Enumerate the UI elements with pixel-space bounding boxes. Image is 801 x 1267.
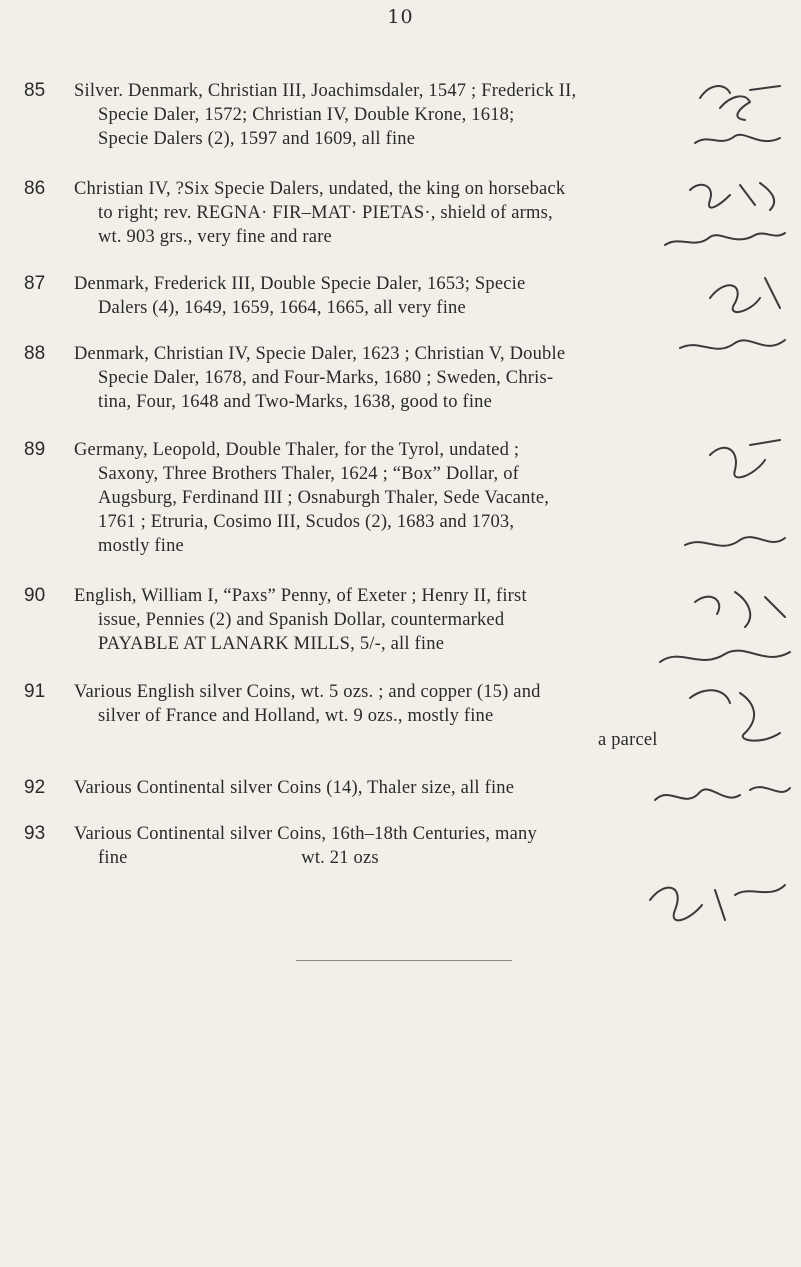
lot-number: 89 [24, 439, 46, 460]
lot-line: Silver. Denmark, Christian III, Joachimsdaler, 1547 ; Frederick II, [74, 81, 577, 101]
lot-line: Denmark, Christian IV, Specie Daler, 1623 ; Christian V, Double [74, 344, 566, 364]
lot-line: English, William I, “Paxs” Penny, of Exeter ; Henry II, first [74, 586, 527, 606]
lot-description [74, 438, 714, 558]
lot-line: Various English silver Coins, wt. 5 ozs. ; and copper (15) and [74, 682, 541, 702]
lot-number: 93 [24, 823, 46, 844]
lot-line: 1761 ; Etruria, Cosimo III, Scudos (2), 1683 and 1703, [98, 512, 515, 532]
lot-line: a parcel [598, 730, 658, 750]
lot-line: to right; rev. REGNA· FIR–MAT· PIETAS·, shield of arms, [98, 203, 553, 223]
page-number: 10 [387, 6, 414, 28]
lot-description [74, 680, 714, 752]
lot-description [74, 79, 714, 151]
lot-description [74, 584, 714, 656]
lot-line: PAYABLE AT LANARK MILLS, 5/-, all fine [98, 634, 445, 654]
lot-line: tina, Four, 1648 and Two-Marks, 1638, good to fine [98, 392, 493, 412]
lot-line: Specie Daler, 1572; Christian IV, Double Krone, 1618; [98, 105, 515, 125]
lot-line: Germany, Leopold, Double Thaler, for the Tyrol, undated ; [74, 440, 520, 460]
lot-line: fine wt. 21 ozs [98, 848, 379, 868]
lot-number: 91 [24, 681, 46, 702]
lot-line: Specie Dalers (2), 1597 and 1609, all fine [98, 129, 416, 149]
lot-number: 86 [24, 178, 46, 199]
lot-description [74, 272, 714, 320]
lot-line: wt. 903 grs., very fine and rare [98, 227, 332, 247]
lot-description [74, 776, 714, 800]
lot-description [74, 342, 714, 414]
section-divider [296, 960, 512, 961]
lot-line: Dalers (4), 1649, 1659, 1664, 1665, all very fine [98, 298, 466, 318]
lot-number: 92 [24, 777, 46, 798]
lot-description [74, 822, 714, 870]
lot-line: Augsburg, Ferdinand III ; Osnaburgh Thaler, Sede Vacante, [98, 488, 550, 508]
lot-line: issue, Pennies (2) and Spanish Dollar, countermarked [98, 610, 505, 630]
lot-line: Various Continental silver Coins (14), Thaler size, all fine [74, 778, 515, 798]
lot-line: silver of France and Holland, wt. 9 ozs., mostly fine [98, 706, 494, 726]
lot-line: Saxony, Three Brothers Thaler, 1624 ; “Box” Dollar, of [98, 464, 520, 484]
handwritten-annotation [630, 860, 790, 950]
lot-number: 90 [24, 585, 46, 606]
lot-number: 88 [24, 343, 46, 364]
lot-line: mostly fine [98, 536, 184, 556]
lot-line: Christian IV, ?Six Specie Dalers, undated, the king on horseback [74, 179, 566, 199]
lot-line: Specie Daler, 1678, and Four-Marks, 1680 ; Sweden, Chris- [98, 368, 554, 388]
lot-line: Denmark, Frederick III, Double Specie Daler, 1653; Specie [74, 274, 526, 294]
lot-description [74, 177, 714, 249]
lot-line: Various Continental silver Coins, 16th–18th Centuries, many [74, 824, 537, 844]
lot-number: 85 [24, 80, 46, 101]
lot-number: 87 [24, 273, 46, 294]
